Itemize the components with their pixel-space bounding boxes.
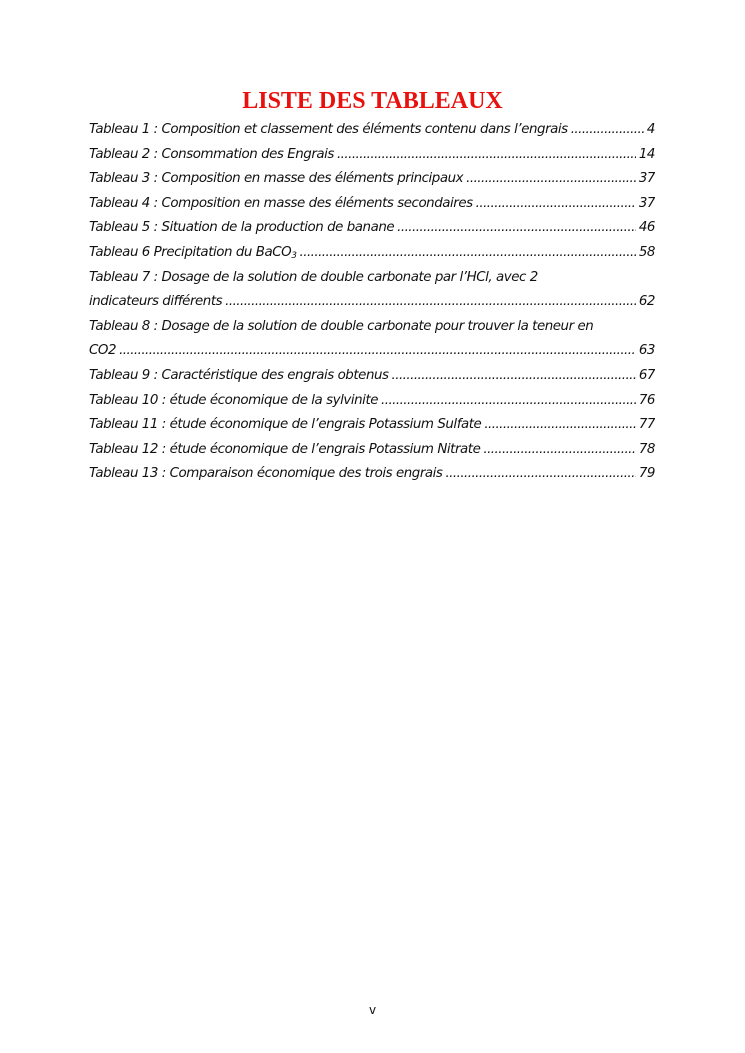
entry-title: Tableau 10 : étude économique de la sylvinite xyxy=(89,392,379,408)
entry-page-number: 67 xyxy=(638,367,655,383)
toc-entry-tableau-9[interactable] xyxy=(89,364,655,389)
dot-leader xyxy=(381,389,636,414)
dot-leader xyxy=(466,167,636,192)
toc-entry-tableau-2[interactable] xyxy=(89,143,655,168)
entry-title: Tableau 12 : étude économique de l’engrais Potassium Nitrate xyxy=(89,441,481,457)
entry-title-subscript: 3 xyxy=(291,250,297,261)
dot-leader xyxy=(483,438,635,463)
entry-page-number: 77 xyxy=(638,417,655,433)
toc-entry-tableau-5[interactable] xyxy=(89,216,655,241)
toc-entry-tableau-7[interactable] xyxy=(89,266,655,315)
entry-page-number: 63 xyxy=(638,343,655,359)
entry-title-line-1: Tableau 8 : Dosage de la solution de double carbonate pour trouver la teneur en xyxy=(89,318,594,334)
toc-entry-tableau-10[interactable] xyxy=(89,389,655,414)
entry-title xyxy=(89,241,297,266)
entry-title: Tableau 11 : étude économique de l’engrais Potassium Sulfate xyxy=(89,417,482,433)
dot-leader xyxy=(484,413,636,438)
table-list xyxy=(89,118,655,487)
toc-entry-tableau-3[interactable] xyxy=(89,167,655,192)
dot-leader xyxy=(119,339,636,364)
entry-page-number: 58 xyxy=(638,244,655,260)
entry-page-number: 79 xyxy=(638,466,655,482)
entry-page-number: 46 xyxy=(638,220,655,236)
entry-page-number: 4 xyxy=(646,122,655,137)
toc-entry-tableau-11[interactable] xyxy=(89,413,655,438)
entry-title: Tableau 9 : Caractéristique des engrais obtenus xyxy=(89,367,389,383)
entry-page-number: 62 xyxy=(638,294,655,310)
dot-leader xyxy=(337,143,636,168)
entry-page-number: 76 xyxy=(638,392,655,408)
dot-leader xyxy=(571,118,644,143)
entry-page-number: 14 xyxy=(638,146,655,162)
entry-title: Tableau 3 : Composition en masse des éléments principaux xyxy=(89,171,464,187)
entry-title-line-1: Tableau 7 : Dosage de la solution de double carbonate par l’HCl, avec 2 xyxy=(89,269,538,285)
entry-title: Tableau 4 : Composition en masse des éléments secondaires xyxy=(89,195,473,211)
dot-leader xyxy=(225,290,636,315)
dot-leader xyxy=(445,462,635,487)
toc-entry-tableau-1[interactable] xyxy=(89,118,655,143)
toc-entry-tableau-4[interactable] xyxy=(89,192,655,217)
entry-title-main: Tableau 6 Precipitation du BaCO xyxy=(89,244,292,260)
dot-leader xyxy=(476,192,636,217)
toc-entry-tableau-13[interactable] xyxy=(89,462,655,487)
entry-page-number: 78 xyxy=(638,441,655,457)
entry-title-line-2: indicateurs différents xyxy=(89,294,223,310)
entry-page-number: 37 xyxy=(638,171,655,187)
entry-title: Tableau 13 : Comparaison économique des trois engrais xyxy=(89,466,443,482)
page-title: LISTE DES TABLEAUX xyxy=(242,88,503,114)
dot-leader xyxy=(300,241,636,266)
toc-entry-tableau-6[interactable] xyxy=(89,241,655,266)
page-footer-number: v xyxy=(368,1003,377,1017)
toc-entry-tableau-8[interactable] xyxy=(89,315,655,364)
entry-title: Tableau 1 : Composition et classement des éléments contenu dans l’engrais xyxy=(89,122,568,137)
entry-title: Tableau 2 : Consommation des Engrais xyxy=(89,146,334,162)
entry-title: Tableau 5 : Situation de la production de banane xyxy=(89,220,395,236)
dot-leader xyxy=(397,216,636,241)
dot-leader xyxy=(392,364,636,389)
entry-page-number: 37 xyxy=(638,195,655,211)
toc-entry-tableau-12[interactable] xyxy=(89,438,655,463)
entry-title-line-2: CO2 xyxy=(89,343,117,359)
